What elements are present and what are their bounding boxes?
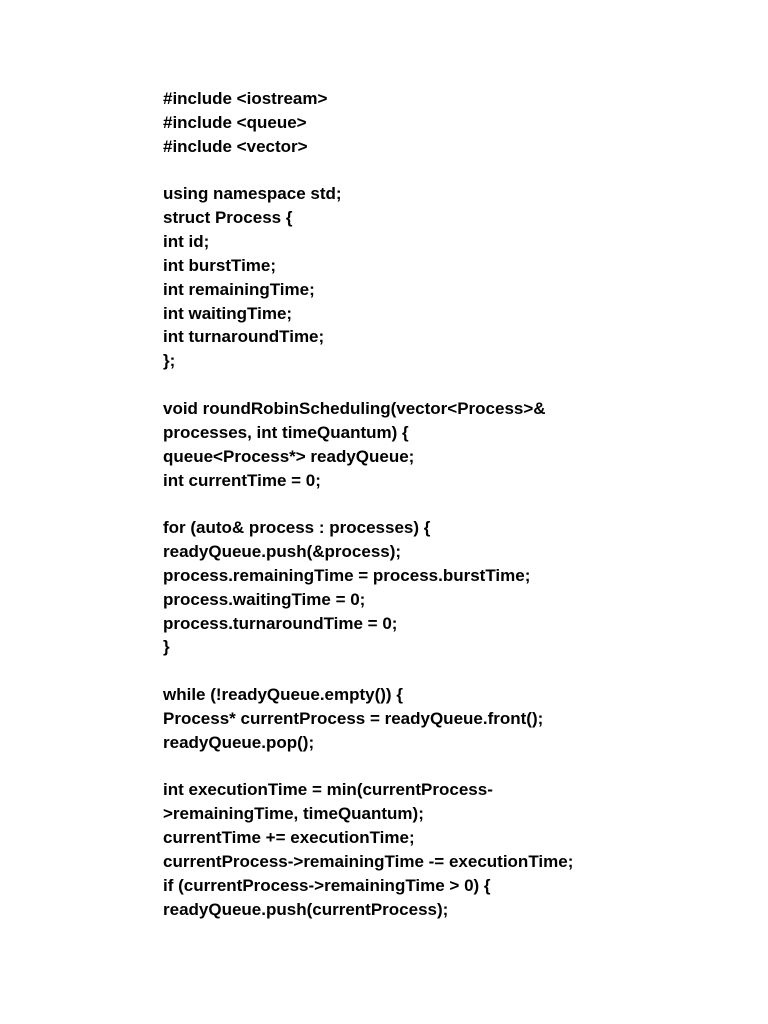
code-line: } <box>163 637 170 657</box>
code-line: while (!readyQueue.empty()) { <box>163 685 403 705</box>
code-line: queue<Process*> readyQueue; <box>163 446 415 466</box>
code-line: if (currentProcess->remainingTime > 0) { <box>163 875 491 895</box>
code-line: struct Process { <box>163 208 293 228</box>
blank-line <box>163 659 753 683</box>
code-line: }; <box>163 351 176 371</box>
code-line: Process* currentProcess = readyQueue.front(); <box>163 708 544 728</box>
code-line: #include <iostream> <box>163 89 328 108</box>
code-line: int waitingTime; <box>163 303 293 323</box>
code-line: int turnaroundTime; <box>163 327 325 347</box>
code-line: process.turnaroundTime = 0; <box>163 613 398 633</box>
code-line: readyQueue.push(&process); <box>163 542 402 562</box>
code-line: for (auto& process : processes) { <box>163 518 431 538</box>
code-line: process.remainingTime = process.burstTime; <box>163 565 531 585</box>
code-line: int burstTime; <box>163 255 277 275</box>
code-line: int remainingTime; <box>163 279 315 299</box>
code-line: #include <vector> <box>163 136 308 156</box>
code-text-block <box>163 87 753 922</box>
code-line: readyQueue.push(currentProcess); <box>163 899 449 919</box>
blank-line <box>163 755 753 779</box>
code-line: processes, int timeQuantum) { <box>163 422 409 442</box>
code-line: #include <queue> <box>163 112 307 132</box>
code-line: process.waitingTime = 0; <box>163 589 366 609</box>
code-line: currentTime += executionTime; <box>163 828 415 848</box>
code-line: int executionTime = min(currentProcess- <box>163 780 493 800</box>
blank-line <box>163 373 753 397</box>
code-line: readyQueue.pop(); <box>163 732 315 752</box>
code-line: >remainingTime, timeQuantum); <box>163 804 424 824</box>
blank-line <box>163 159 753 183</box>
blank-line <box>163 492 753 516</box>
code-line: using namespace std; <box>163 184 342 204</box>
code-line: int id; <box>163 232 210 252</box>
code-line: void roundRobinScheduling(vector<Process>& <box>163 398 546 418</box>
code-line: int currentTime = 0; <box>163 470 321 490</box>
code-line: currentProcess->remainingTime -= executionTime; <box>163 852 574 871</box>
